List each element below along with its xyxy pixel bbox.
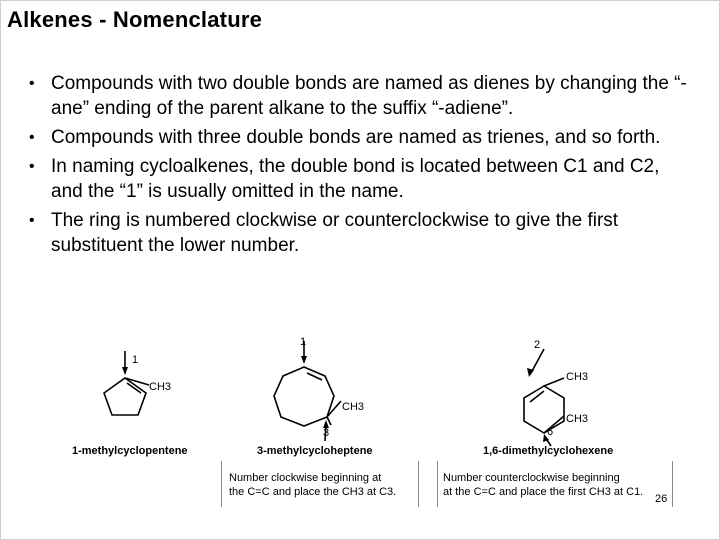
bullet-item: • In naming cycloalkenes, the double bond is located between C1 and C2, and the “1” is usually omitted in the name. [29, 154, 689, 204]
locant-label: 1 [300, 336, 307, 348]
structure-name: 1,6-dimethylcyclohexene [483, 445, 614, 457]
locant-label: 6 [547, 426, 554, 438]
substituent-label: CH3 [342, 401, 365, 413]
locant-label: 1 [132, 354, 139, 366]
locant-label: 2 [534, 339, 541, 351]
page-number: 26 [655, 493, 668, 505]
bullet-item: • Compounds with three double bonds are named as trienes, and so forth. [29, 125, 689, 150]
note-line: Number clockwise beginning at [229, 472, 382, 484]
locant-label: 3 [323, 427, 330, 439]
cycloheptene-structure [274, 341, 341, 441]
substituent-label: CH3 [566, 371, 589, 383]
note-line: the C=C and place the CH3 at C3. [229, 486, 397, 498]
cyclohexene-structure [524, 349, 564, 446]
structure-name: 3-methylcycloheptene [257, 445, 373, 457]
slide-title: Alkenes - Nomenclature [7, 7, 263, 32]
substituent-label: CH3 [566, 413, 589, 425]
note-line: Number counterclockwise beginning [443, 472, 620, 484]
cyclopentene-structure [104, 351, 149, 415]
structure-name: 1-methylcyclopentene [72, 445, 188, 457]
note-line: at the C=C and place the first CH3 at C1. [443, 486, 644, 498]
nomenclature-figure [61, 331, 701, 521]
bullet-item: • Compounds with two double bonds are named as dienes by changing the “-ane” ending of the parent alkane to the suffix “-adiene”. [29, 71, 689, 121]
numbering-note [229, 471, 396, 499]
bullet-item: • The ring is numbered clockwise or counterclockwise to give the first substituent the lower number. [29, 208, 689, 258]
numbering-note [443, 471, 643, 499]
substituent-label: CH3 [149, 381, 172, 393]
bullet-list [29, 71, 689, 262]
